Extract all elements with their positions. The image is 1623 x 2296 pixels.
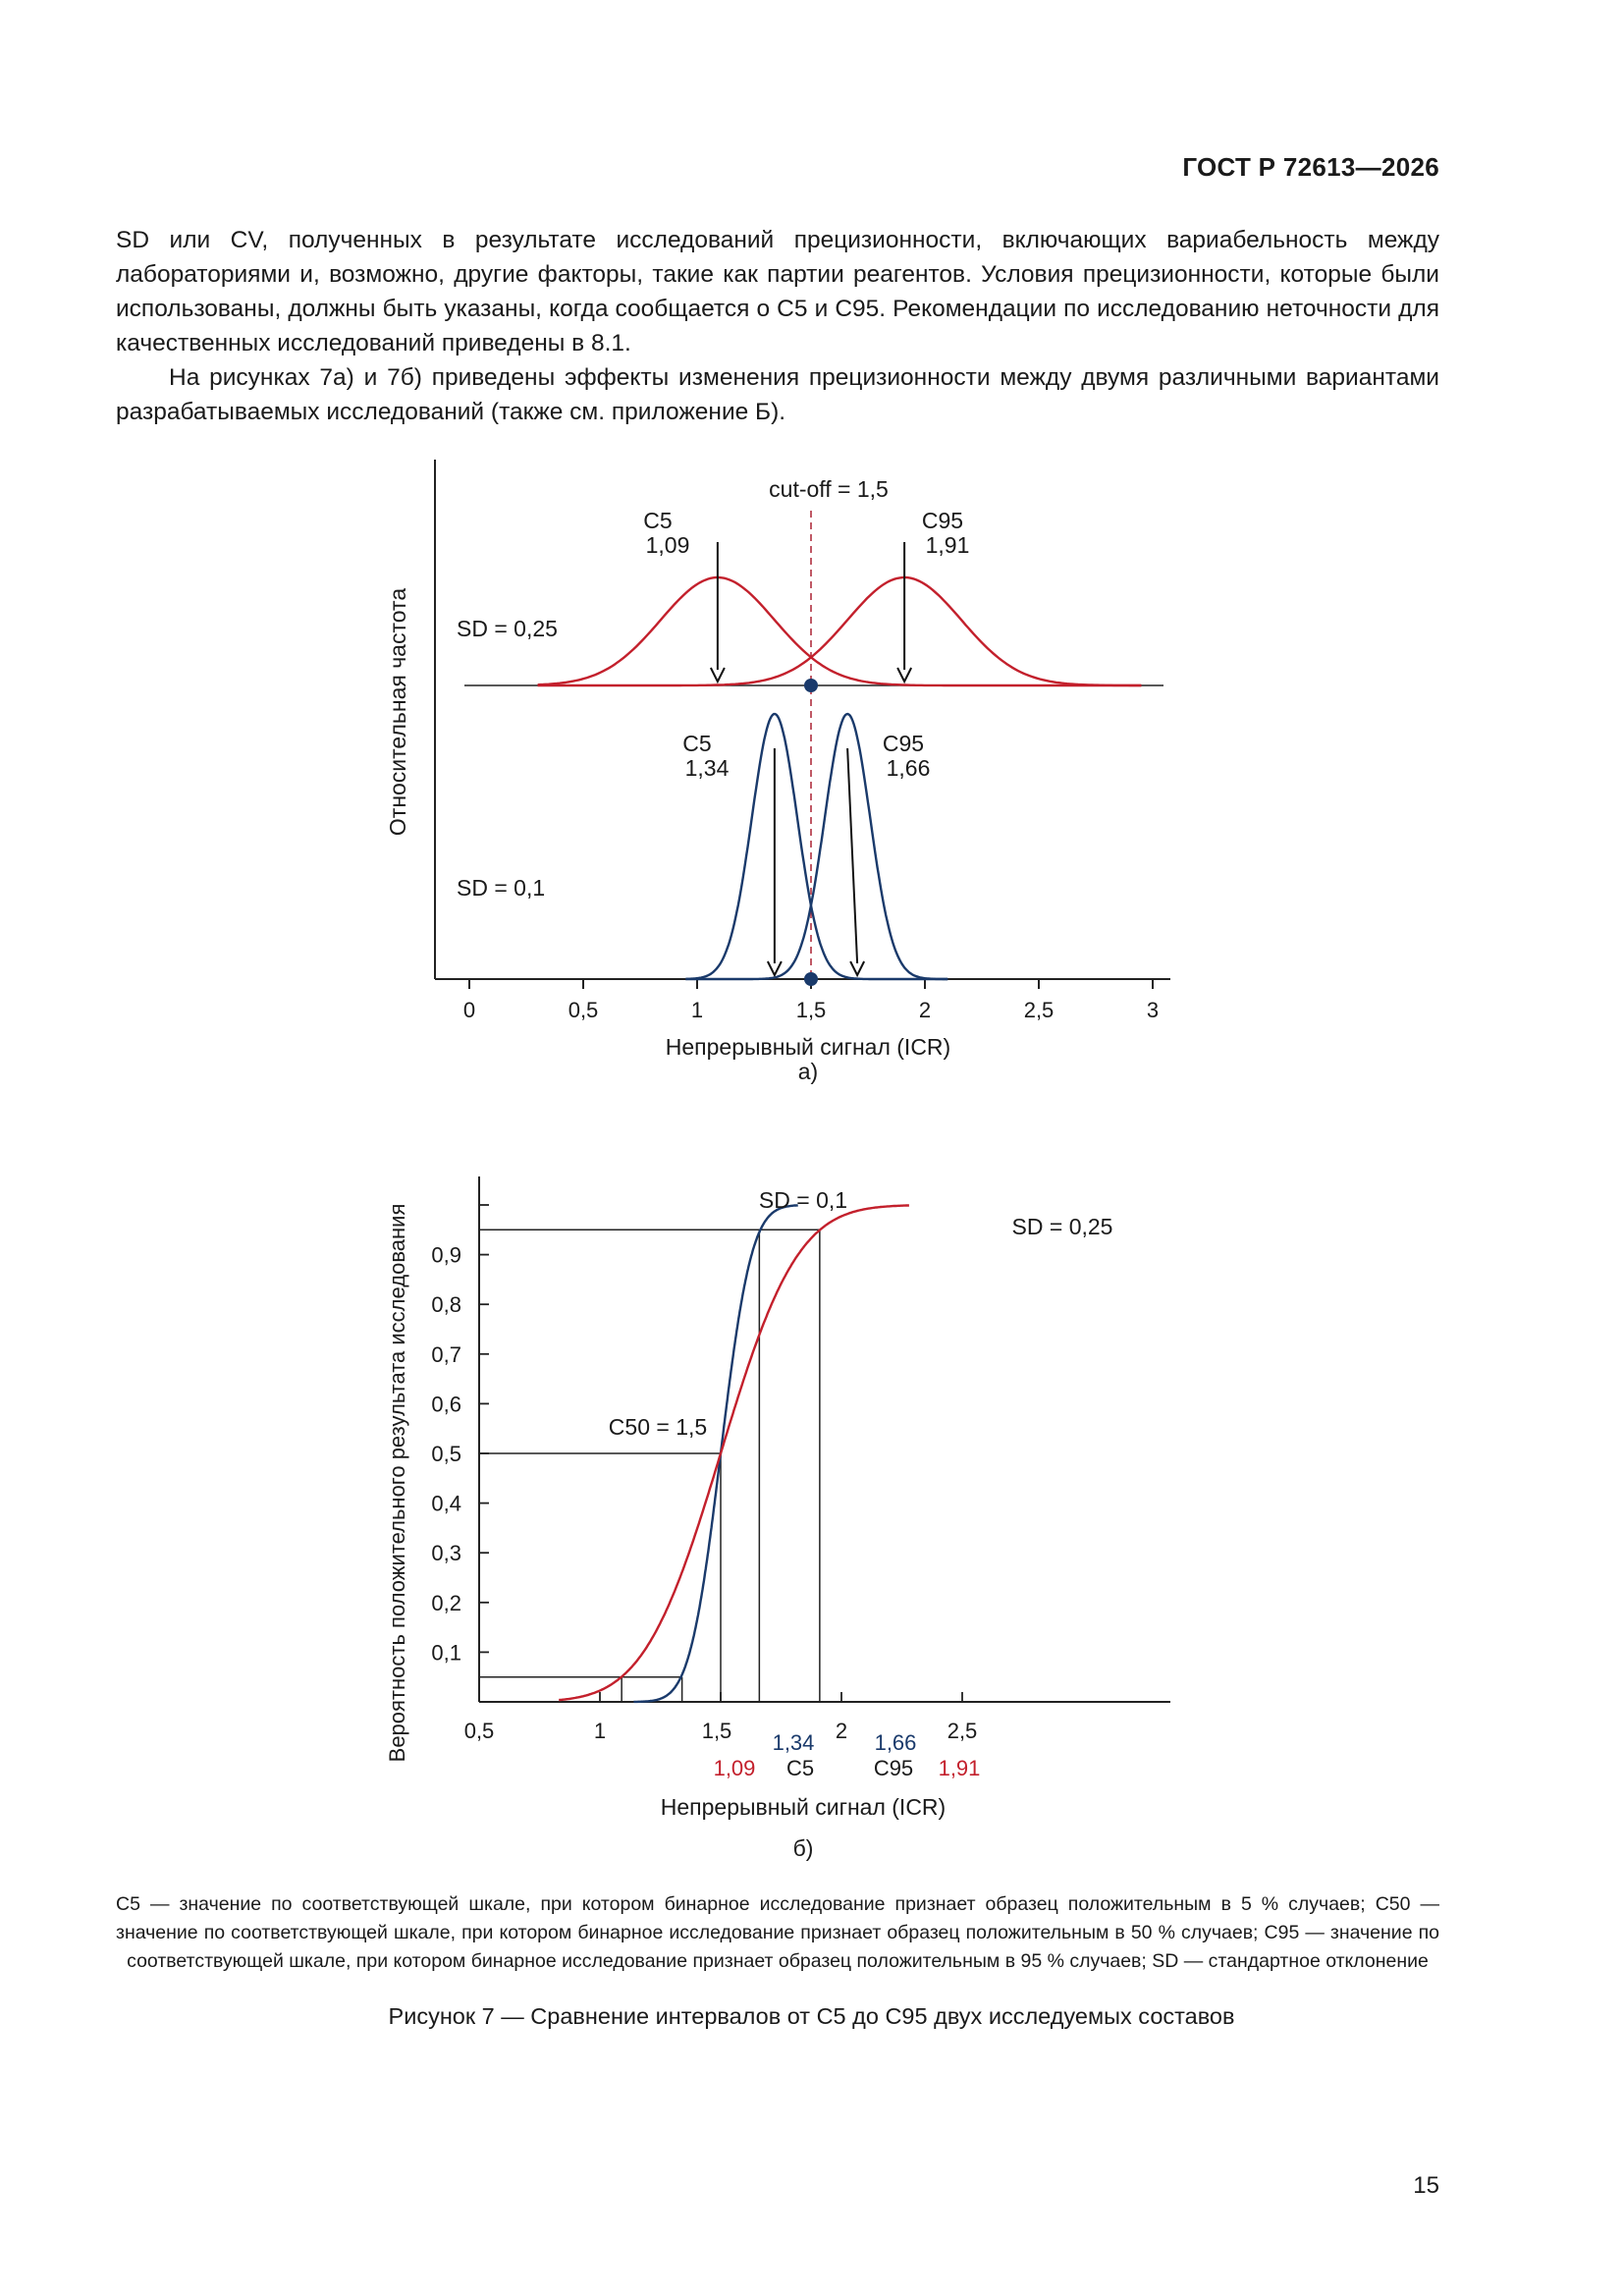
figure-7b-axes (479, 1176, 1170, 1702)
sd-025-distribution-curve (538, 577, 1142, 685)
c5-value-label: 1,09 (645, 532, 690, 558)
marker-value-label: 1,34 (772, 1730, 815, 1755)
sd-group-label: SD = 0,1 (457, 875, 546, 901)
page-number: 15 (1413, 2172, 1439, 2199)
y-axis-label: Относительная частота (385, 587, 410, 837)
x-tick-label: 0,5 (463, 1719, 495, 1743)
c5-name-label: C5 (643, 508, 673, 533)
y-tick-label: 0,5 (431, 1442, 461, 1466)
x-tick-label: 0 (462, 998, 476, 1022)
x-tick-label: 1,5 (795, 998, 827, 1022)
marker-arrow-head (897, 668, 911, 682)
document-number: ГОСТ Р 72613—2026 (1182, 152, 1439, 182)
cutoff-dot (804, 972, 818, 986)
sd-group-label: SD = 0,25 (457, 616, 558, 641)
figure-7a-curves (538, 542, 1142, 986)
body-paragraph-1: SD или CV, полученных в результате исследований прецизионности, включающих вариабельность между лабораториями и, возможно, другие факторы, такие как партии реагентов. Условия прецизионности, которые были использованы, должны быть указаны, когда сообщается о C5 и C95. Рекомендации по исследованию неточности для качественных исследований приведены в 8.1. (116, 227, 1439, 356)
x-tick-label: 1 (690, 998, 704, 1022)
y-tick-label: 0,8 (431, 1292, 461, 1318)
marker-value-label: 1,66 (874, 1730, 917, 1755)
marker-arrow-head (768, 961, 782, 975)
x-tick-label: 2 (835, 1719, 848, 1743)
figure-7a-chart (0, 452, 1623, 1120)
x-tick-label: 2,5 (1023, 998, 1055, 1022)
marker-value-label: 1,91 (938, 1756, 981, 1780)
marker-arrow-head (850, 961, 864, 975)
y-tick-label: 0,3 (431, 1541, 461, 1566)
sd-01-series-label: SD = 0,1 (758, 1187, 848, 1213)
c5-value-label: 1,34 (684, 755, 730, 781)
marker-name-label: C5 (785, 1756, 815, 1780)
cutoff-label: cut-off = 1,5 (769, 476, 889, 502)
figure-7b-chart (0, 1169, 1623, 1876)
y-tick-label: 0,4 (431, 1491, 461, 1516)
c95-value-label: 1,91 (925, 532, 970, 558)
marker-arrow-head (711, 668, 725, 682)
x-tick-label: 2 (918, 998, 932, 1022)
y-tick-label: 0,1 (431, 1640, 461, 1666)
panel-label: а) (797, 1059, 819, 1084)
figure-legend: C5 — значение по соответствующей шкале, при котором бинарное исследование признает образец положительным в 5 % случаев; C50 — значение по соответствующей шкале, при котором бинарное исследование признает образец положительным в 50 % случаев; C95 — значение по соответствующей шкале, при котором бинарное исследование признает образец положительным в 95 % случаев; SD — стандартное отклонение (116, 1893, 1439, 1972)
c95-value-label: 1,66 (886, 755, 931, 781)
x-axis-label: Непрерывный сигнал (ICR) (660, 1794, 947, 1820)
y-tick-label: 0,7 (431, 1341, 461, 1367)
x-tick-label: 3 (1146, 998, 1160, 1022)
figure-caption: Рисунок 7 — Сравнение интервалов от C5 до C95 двух исследуемых составов (388, 2003, 1235, 2029)
y-tick-label: 0,6 (431, 1392, 461, 1417)
marker-name-label: C95 (873, 1756, 914, 1780)
y-axis-label: Вероятность положительного результата исследования (385, 1203, 409, 1763)
x-tick-label: 1 (593, 1719, 607, 1743)
x-axis-label: Непрерывный сигнал (ICR) (665, 1034, 951, 1060)
body-paragraph-2: На рисунках 7а) и 7б) приведены эффекты изменения прецизионности между двумя различными вариантами разрабатываемых исследований (также см. приложение Б). (116, 364, 1439, 425)
c50-label: C50 = 1,5 (608, 1414, 708, 1440)
marker-value-label: 1,09 (713, 1756, 756, 1780)
c95-name-label: C95 (921, 508, 964, 533)
sd-025-distribution-curve (538, 577, 1142, 685)
y-tick-label: 0,9 (431, 1242, 461, 1268)
figure-7b-labels (385, 1187, 1112, 1861)
marker-arrow-line (847, 748, 857, 963)
figure-7a-labels (385, 476, 1159, 1084)
c95-name-label: C95 (882, 731, 925, 756)
sd-025-series-label: SD = 0,25 (1011, 1214, 1113, 1239)
cutoff-dot (804, 679, 818, 692)
y-tick-label: 0,2 (431, 1590, 461, 1615)
c5-name-label: C5 (682, 731, 712, 756)
x-tick-label: 0,5 (568, 998, 599, 1022)
figure-7a-axes (435, 460, 1170, 989)
panel-label: б) (792, 1835, 814, 1861)
x-tick-label: 2,5 (947, 1719, 978, 1743)
x-tick-label: 1,5 (701, 1719, 732, 1743)
